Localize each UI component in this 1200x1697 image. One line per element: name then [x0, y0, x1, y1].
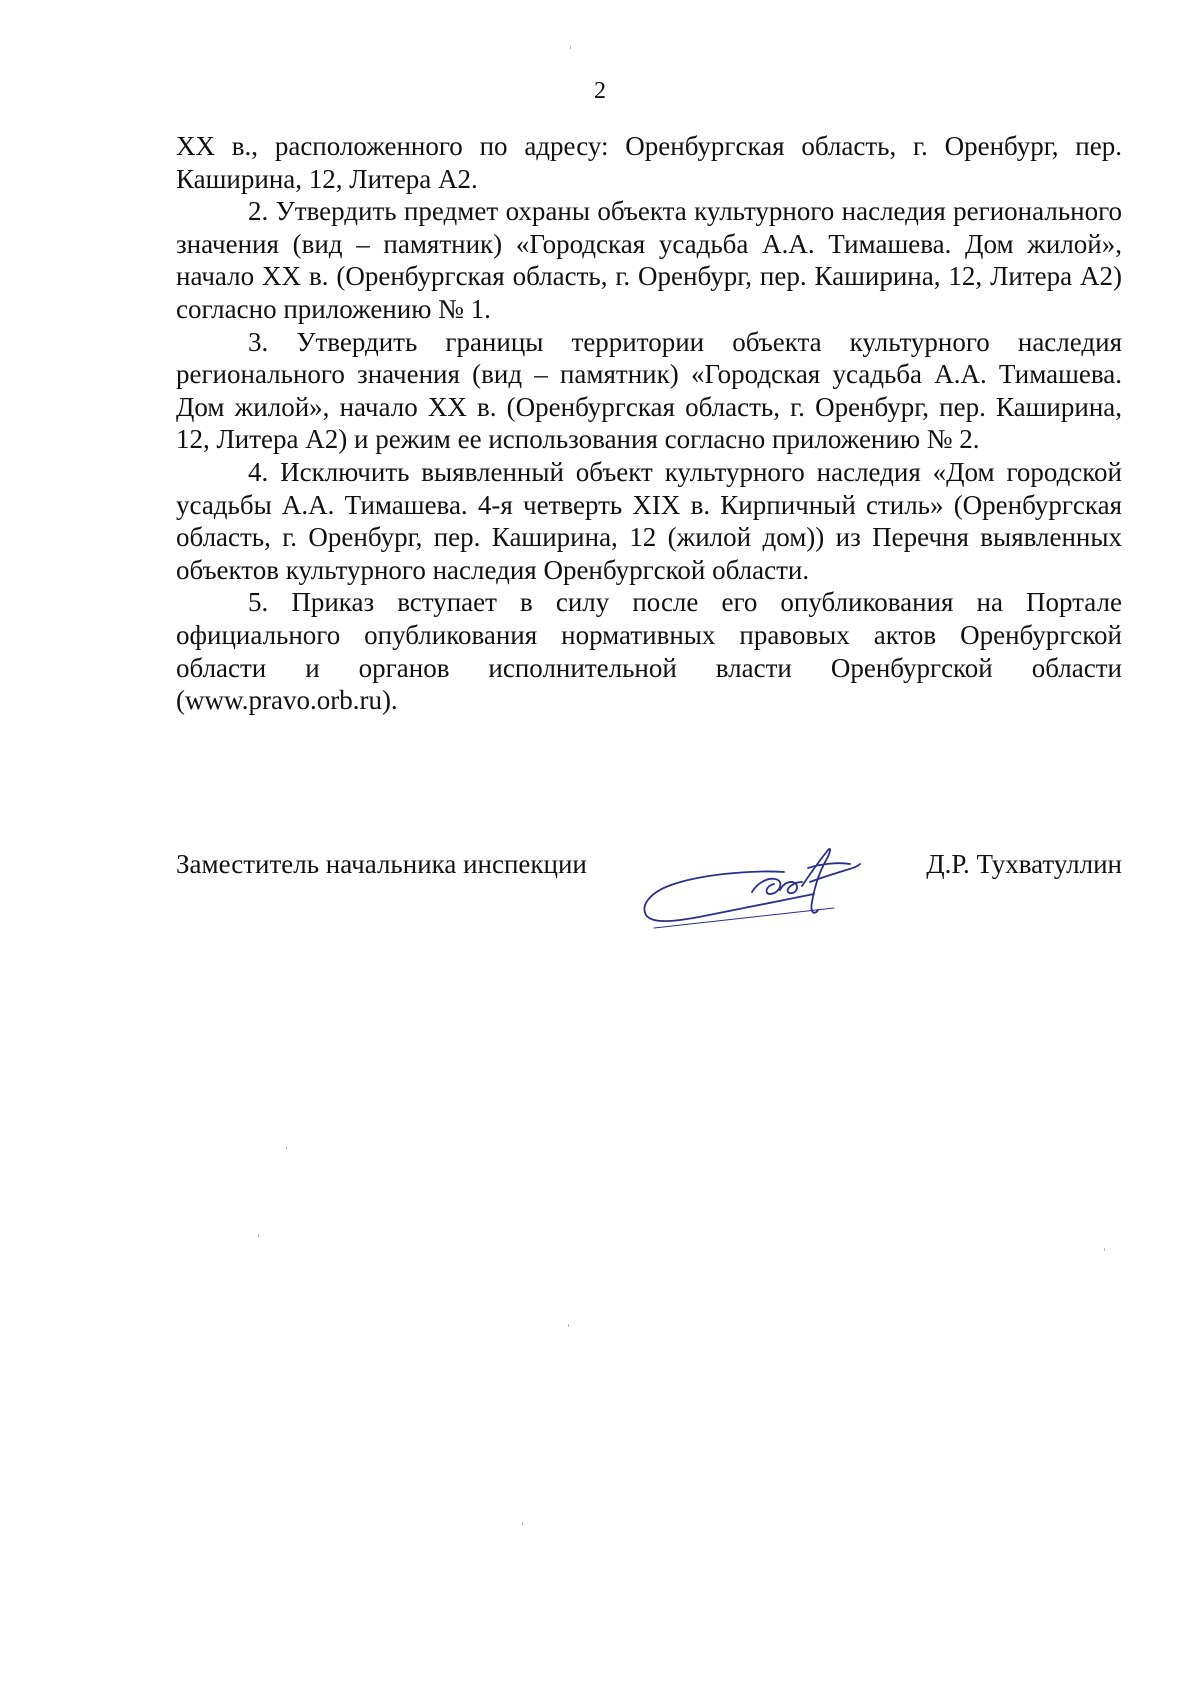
page-number: 2 [594, 78, 606, 104]
paragraph-item-5: 5. Приказ вступает в силу после его опубликования на Портале официального опубликования нормативных правовых актов Оренбургской области и органов исполнительной власти Оренбургской области (www.pravo.orb.ru). [176, 587, 1122, 716]
signatory-name: Д.Р. Тухватуллин [926, 849, 1122, 879]
paragraph-continuation: XX в., расположенного по адресу: Оренбургская область, г. Оренбург, пер. Каширина, 12, Литера А2. [176, 131, 1122, 194]
signatory-position: Заместитель начальника инспекции [176, 849, 587, 879]
paragraph-item-2: 2. Утвердить предмет охраны объекта культурного наследия регионального значения (вид – памятник) «Городская усадьба А.А. Тимашева. Дом жилой», начало XX в. (Оренбургская область, г. Оренбург, пер. Каширина, 12, Литера А2) согласно приложению № 1. [176, 196, 1122, 324]
scan-speck [258, 1234, 259, 1237]
scan-speck [568, 1324, 569, 1327]
scan-speck [522, 1522, 523, 1525]
paragraph-item-3: 3. Утвердить границы территории объекта культурного наследия регионального значения (вид – памятник) «Городская усадьба А.А. Тимашева. Дом жилой», начало XX в. (Оренбургская область, г. Оренбург, пер. Каширина, 12, Литера А2) и режим ее использования согласно приложению № 2. [176, 326, 1122, 455]
scan-speck [286, 1146, 287, 1149]
scan-speck [1104, 1248, 1105, 1251]
scan-speck [570, 46, 571, 49]
document-body [176, 130, 1122, 717]
handwritten-signature [634, 820, 894, 935]
paragraph-item-4: 4. Исключить выявленный объект культурного наследия «Дом городской усадьбы А.А. Тимашева. 4-я четверть XIX в. Кирпичный стиль» (Оренбургская область, г. Оренбург, пер. Каширина, 12 (жилой дом)) из Перечня выявленных объектов культурного наследия Оренбургской области. [176, 456, 1122, 585]
signature-block [176, 840, 1122, 940]
